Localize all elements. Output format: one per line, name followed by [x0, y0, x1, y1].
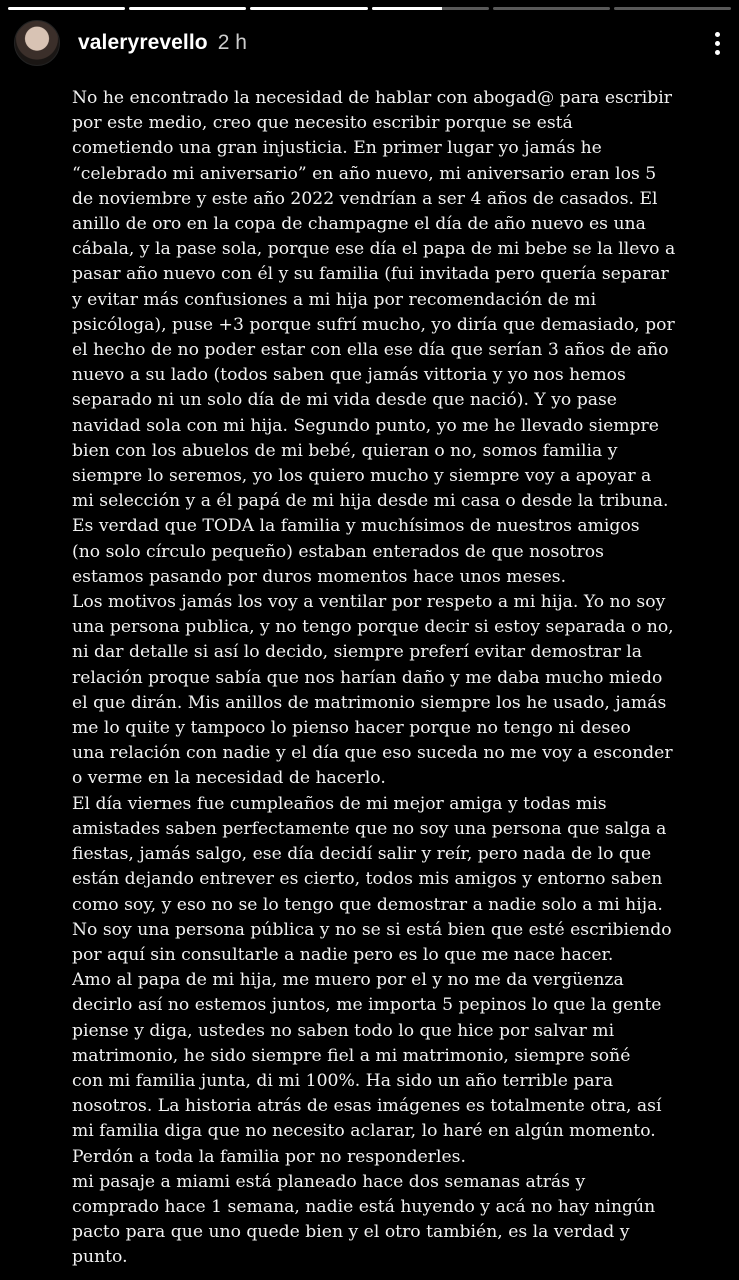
story-text-line: por aquí sin consultarle a nadie pero es lo que me nace hacer.	[72, 944, 614, 965]
story-text-line: matrimonio, he sido siempre fiel a mi matrimonio, siempre soñé	[72, 1045, 631, 1066]
story-text-line: mi pasaje a miami está planeado hace dos semanas atrás y	[72, 1171, 586, 1192]
story-progress-bar	[8, 7, 731, 10]
avatar[interactable]	[14, 20, 60, 66]
story-text-line: Los motivos jamás los voy a ventilar por respeto a mi hija. Yo no soy	[72, 592, 666, 613]
story-text-line: el hecho de no poder estar con ella ese día que serían 3 años de año	[72, 340, 669, 361]
story-text-line: con mi familia junta, di mi 100%. Ha sido un año terrible para	[72, 1070, 614, 1091]
story-text-line: pacto para que uno quede bien y el otro también, es la verdad y	[72, 1222, 630, 1243]
story-text-line: una persona publica, y no tengo porque decir si estoy separada o no,	[72, 617, 674, 638]
story-text-line: nosotros. La historia atrás de esas imágenes es totalmente otra, así	[72, 1096, 662, 1117]
story-text-line: ni dar detalle si así lo decido, siempre preferí evitar demostrar la	[72, 642, 642, 663]
story-text-line: están dejando entrever es cierto, todos mis amigos y entorno saben	[72, 869, 663, 890]
story-text-line: punto.	[72, 1247, 128, 1268]
story-text-line: No soy una persona pública y no se si está bien que esté escribiendo	[72, 919, 672, 940]
story-text-line: cometiendo una gran injusticia. En primer lugar yo jamás he	[72, 138, 602, 159]
progress-segment-fill	[372, 7, 442, 10]
story-text-line: siempre lo seremos, yo los quiero mucho y siempre voy a apoyar a	[72, 466, 652, 487]
more-dot	[715, 50, 720, 55]
story-header	[14, 20, 729, 66]
story-text-line: por este medio, creo que necesito escribir porque se está	[72, 113, 573, 134]
more-options-icon[interactable]	[705, 23, 729, 63]
story-text-line: No he encontrado la necesidad de hablar con abogad@ para escribir	[72, 88, 672, 108]
progress-segment	[372, 7, 489, 10]
progress-segment	[493, 7, 610, 10]
story-text-line: Amo al papa de mi hija, me muero por el y no me da vergüenza	[72, 970, 624, 991]
story-text-line: separado ni un solo día de mi vida desde que nació). Y yo pase	[72, 390, 617, 411]
progress-segment-fill	[250, 7, 367, 10]
story-text-line: comprado hace 1 semana, nadie está huyendo y acá no hay ningún	[72, 1196, 656, 1217]
story-text-line: bien con los abuelos de mi bebé, quieran o no, somos familia y	[72, 440, 618, 461]
post-time: 2 h	[217, 31, 247, 54]
progress-segment-fill	[129, 7, 246, 10]
progress-segment	[8, 7, 125, 10]
story-text-line: mi familia diga que no necesito aclarar, lo haré en algún momento.	[72, 1121, 656, 1142]
progress-segment	[250, 7, 367, 10]
story-text-line: navidad sola con mi hija. Segundo punto, yo me he llevado siempre	[72, 415, 659, 436]
story-text-line: y evitar más confusiones a mi hija por recomendación de mi	[72, 289, 597, 310]
progress-segment	[614, 7, 731, 10]
story-text-line: psicóloga), puse +3 porque sufrí mucho, yo diría que demasiado, por	[72, 314, 675, 335]
story-text-line: amistades saben perfectamente que no soy una persona que salga a	[72, 818, 667, 839]
story-text-line: como soy, y eso no se lo tengo que demostrar a nadie solo a mi hija.	[72, 894, 663, 915]
story-text	[72, 86, 732, 1271]
progress-segment	[129, 7, 246, 10]
story-text-line: pasar año nuevo con él y su familia (fui invitada pero quería separar	[72, 264, 669, 285]
progress-segment-fill	[8, 7, 125, 10]
story-text-line: nuevo a su lado (todos saben que jamás vittoria y yo nos hemos	[72, 365, 626, 386]
more-dot	[715, 32, 720, 37]
story-text-line: anillo de oro en la copa de champagne el día de año nuevo es una	[72, 214, 646, 235]
username[interactable]: valeryrevello	[78, 31, 208, 54]
story-text-line: decirlo así no estemos juntos, me importa 5 pepinos lo que la gente	[72, 995, 662, 1016]
story-text-line: el que dirán. Mis anillos de matrimonio siempre los he usado, jamás	[72, 692, 667, 713]
story-text-line: mi selección y a él papá de mi hija desde mi casa o desde la tribuna.	[72, 491, 669, 512]
story-text-line: fiestas, jamás salgo, ese día decidí salir y reír, pero nada de lo que	[72, 844, 652, 865]
story-text-line: relación proque sabía que nos harían daño y me daba mucho miedo	[72, 667, 663, 688]
story-text-line: o verme en la necesidad de hacerlo.	[72, 768, 386, 789]
story-text-line: piense y diga, ustedes no saben todo lo que hice por salvar mi	[72, 1020, 615, 1041]
story-text-line: me lo quite y tampoco lo pienso hacer porque no tengo ni deseo	[72, 718, 631, 739]
story-text-line: Es verdad que TODA la familia y muchísimos de nuestros amigos	[72, 516, 640, 537]
story-text-line: una relación con nadie y el día que eso suceda no me voy a esconder	[72, 743, 673, 764]
story-text-line: estamos pasando por duros momentos hace unos meses.	[72, 566, 567, 587]
story-text-line: de noviembre y este año 2022 vendrían a ser 4 años de casados. El	[72, 188, 658, 209]
story-text-line: El día viernes fue cumpleaños de mi mejor amiga y todas mis	[72, 793, 607, 814]
story-text-line: cábala, y la pase sola, porque ese día el papa de mi bebe se la llevo a	[72, 239, 676, 260]
more-dot	[715, 41, 720, 46]
story-text-line: “celebrado mi aniversario” en año nuevo, mi aniversario eran los 5	[72, 163, 657, 184]
story-text-line: Perdón a toda la familia por no responderles.	[72, 1146, 466, 1167]
story-text-line: (no solo círculo pequeño) estaban enterados de que nosotros	[72, 541, 604, 562]
